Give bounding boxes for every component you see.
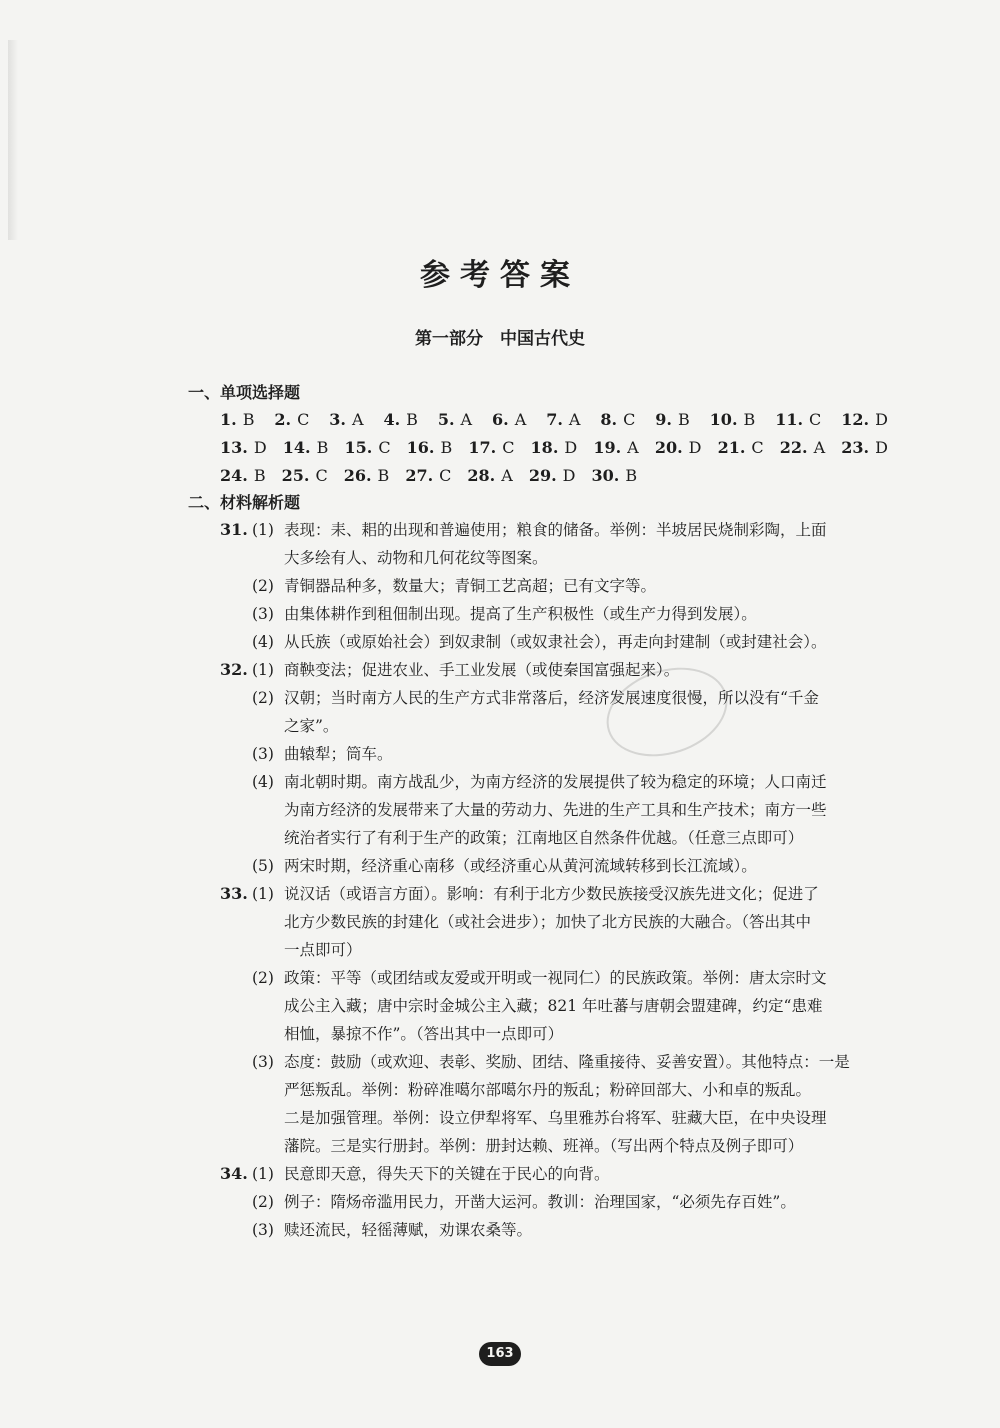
answer-row [220, 462, 888, 490]
answer-item [438, 406, 472, 434]
answer-item [344, 462, 390, 490]
answer-letter: C [751, 438, 764, 457]
answer-item [220, 462, 266, 490]
question-number: 20. [654, 438, 683, 457]
answer-line: 二是加强管理。举例：设立伊犁将军、乌里雅苏台将军、驻藏大臣，在中央设理 [284, 1109, 827, 1127]
sub-answer [252, 1216, 888, 1244]
question-number: 28. [467, 466, 496, 485]
question-block [220, 656, 888, 880]
question-number: 31. [220, 520, 248, 539]
question-number: 30. [591, 466, 620, 485]
answer-item [274, 406, 309, 434]
answer-letter: C [315, 466, 328, 485]
answer-item [775, 406, 821, 434]
answer-item [283, 434, 329, 462]
question-number: 27. [405, 466, 434, 485]
section-heading-multiple-choice: 一、单项选择题 [188, 383, 301, 402]
sub-answer [252, 656, 888, 684]
answer-item [841, 406, 888, 434]
answer-line: 北方少数民族的封建化（或社会进步）；加快了北方民族的大融合。（答出其中 [284, 913, 812, 931]
answer-item [593, 434, 638, 462]
answer-row [220, 434, 888, 462]
answer-item [329, 406, 363, 434]
question-number: 9. [655, 410, 672, 429]
question-number: 6. [492, 410, 509, 429]
answer-letter: B [253, 466, 266, 485]
answer-line: 成公主入藏；唐中宗时金城公主入藏；821 年吐蕃与唐朝会盟建碑，约定“患难 [284, 997, 823, 1015]
answer-item [710, 406, 756, 434]
question-number: 29. [528, 466, 557, 485]
answer-item [546, 406, 580, 434]
question-number: 32. [220, 660, 248, 679]
answer-letter: B [406, 410, 418, 429]
answer-letter: B [377, 466, 390, 485]
answer-line: 说汉话（或语言方面）。影响：有利于北方少数民族接受汉族先进文化；促进了 [284, 885, 819, 903]
question-number: 3. [329, 410, 346, 429]
answer-letter: A [514, 410, 527, 429]
sub-answer [252, 516, 888, 572]
question-number: 12. [841, 410, 870, 429]
answer-line: 藩院。三是实行册封。举例：册封达赖、班禅。（写出两个特点及例子即可） [284, 1137, 804, 1155]
answer-item [600, 406, 635, 434]
question-number: 15. [344, 438, 373, 457]
sub-answer [252, 880, 888, 964]
answer-line: 曲辕犁；筒车。 [284, 745, 393, 763]
answer-letter: A [813, 438, 826, 457]
answer-line: 赎还流民，轻徭薄赋，劝课农桑等。 [284, 1221, 533, 1239]
sub-label: (1) [252, 521, 274, 539]
multiple-choice-answers [188, 406, 888, 490]
answer-letter: D [875, 438, 888, 457]
answer-line: 一点即可） [284, 941, 362, 959]
answer-content [188, 380, 888, 1244]
answer-letter: B [677, 410, 690, 429]
sub-label: (2) [252, 969, 274, 987]
sub-answer [252, 572, 888, 600]
answer-item [468, 434, 514, 462]
answer-item [220, 434, 267, 462]
answer-item [780, 434, 825, 462]
answer-line: 态度：鼓励（或欢迎、表彰、奖励、团结、隆重接待、妥善安置）。其他特点：一是 [284, 1053, 850, 1071]
answer-letter: A [568, 410, 581, 429]
question-number: 16. [406, 438, 435, 457]
sub-label: (4) [252, 633, 274, 651]
question-number: 1. [220, 410, 237, 429]
answer-letter: B [316, 438, 329, 457]
question-number: 2. [274, 410, 292, 429]
sub-answer [252, 768, 888, 852]
answer-letter: B [242, 410, 255, 429]
answer-item [407, 434, 453, 462]
answer-line: 政策：平等（或团结或友爱或开明或一视同仁）的民族政策。举例：唐太宗时文 [284, 969, 827, 987]
answer-letter: C [439, 466, 452, 485]
question-block [220, 1160, 888, 1244]
page-number: 163 [479, 1342, 521, 1366]
answer-item [405, 462, 451, 490]
sub-answer [252, 1048, 888, 1160]
answer-item [531, 434, 578, 462]
answer-line: 汉朝；当时南方人民的生产方式非常落后，经济发展速度很慢，所以没有“千金 [284, 689, 819, 707]
question-number: 11. [775, 410, 804, 429]
question-number: 10. [709, 410, 738, 429]
answer-item [467, 462, 512, 490]
sub-answer [252, 852, 888, 880]
question-number: 33. [220, 884, 248, 903]
sub-label: (3) [252, 1053, 274, 1071]
answer-line: 青铜器品种多，数量大；青铜工艺高超；已有文字等。 [284, 577, 657, 595]
question-number: 34. [220, 1164, 248, 1183]
sub-label: (3) [252, 1221, 274, 1239]
question-number: 8. [600, 410, 618, 429]
answer-letter: A [501, 466, 513, 485]
answer-letter: C [297, 410, 310, 429]
answer-line: 大多绘有人、动物和几何花纹等图案。 [284, 549, 548, 567]
sub-label: (4) [252, 773, 274, 791]
answer-line: 民意即天意，得失天下的关键在于民心的向背。 [284, 1165, 610, 1183]
answer-item [383, 406, 417, 434]
answer-item [591, 462, 637, 490]
question-number: 13. [220, 438, 248, 457]
answer-line: 严惩叛乱。举例：粉碎准噶尔部噶尔丹的叛乱；粉碎回部大、小和卓的叛乱。 [284, 1081, 812, 1099]
answer-item [841, 434, 888, 462]
sub-label: (3) [252, 605, 274, 623]
sub-label: (1) [252, 661, 274, 679]
answer-line: 之家”。 [284, 717, 339, 735]
scan-edge-shadow [8, 40, 18, 240]
answer-line: 表现：耒、耜的出现和普遍使用；粮食的储备。举例：半坡居民烧制彩陶，上面 [284, 521, 827, 539]
question-number: 17. [468, 438, 497, 457]
sub-label: (2) [252, 577, 274, 595]
answer-letter: D [875, 410, 888, 429]
question-number: 21. [717, 438, 746, 457]
answer-letter: D [564, 438, 578, 457]
answer-letter: C [502, 438, 515, 457]
answer-letter: D [253, 438, 267, 457]
answer-letter: B [743, 410, 756, 429]
sub-label: (1) [252, 1165, 274, 1183]
answer-item [655, 406, 689, 434]
answer-letter: A [460, 410, 473, 429]
answer-letter: A [627, 438, 639, 457]
sub-label: (3) [252, 745, 274, 763]
sub-label: (2) [252, 1193, 274, 1211]
sub-answer [252, 964, 888, 1048]
question-block [220, 880, 888, 1160]
question-number: 26. [343, 466, 372, 485]
question-number: 19. [593, 438, 622, 457]
sub-label: (5) [252, 857, 274, 875]
question-number: 14. [282, 438, 311, 457]
question-number: 23. [841, 438, 870, 457]
section-heading-material-analysis: 二、材料解析题 [188, 493, 301, 512]
question-number: 24. [220, 466, 248, 485]
answer-letter: B [440, 438, 453, 457]
answer-line: 例子：隋炀帝滥用民力，开凿大运河。教训：治理国家，“必须先存百姓”。 [284, 1193, 796, 1211]
answer-line: 两宋时期，经济重心南移（或经济重心从黄河流域转移到长江流域）。 [284, 857, 757, 875]
sub-answer [252, 1188, 888, 1216]
answer-letter: C [623, 410, 636, 429]
answer-line: 由集体耕作到租佃制出现。提高了生产积极性（或生产力得到发展）。 [284, 605, 757, 623]
answer-item [220, 406, 254, 434]
answer-letter: B [625, 466, 638, 485]
sub-label: (1) [252, 885, 274, 903]
answer-item [344, 434, 390, 462]
answer-row [220, 406, 888, 434]
answer-letter: A [351, 410, 364, 429]
answer-letter: D [688, 438, 702, 457]
question-number: 22. [779, 438, 808, 457]
page-title: 参考答案 [420, 258, 580, 293]
sub-answer [252, 628, 888, 656]
question-number: 18. [530, 438, 559, 457]
sub-answer [252, 1160, 888, 1188]
answer-letter: D [562, 466, 576, 485]
question-number: 7. [546, 410, 563, 429]
answer-letter: C [809, 410, 822, 429]
part-subtitle: 第一部分 中国古代史 [415, 329, 585, 349]
question-number: 4. [383, 410, 401, 429]
answer-line: 相恤，暴掠不作”。（答出其中一点即可） [284, 1025, 564, 1043]
question-block [220, 516, 888, 656]
material-analysis-answers [188, 516, 888, 1244]
question-number: 25. [281, 466, 310, 485]
answer-letter: C [378, 438, 391, 457]
answer-line: 统治者实行了有利于生产的政策；江南地区自然条件优越。（任意三点即可） [284, 829, 804, 847]
answer-line: 从氏族（或原始社会）到奴隶制（或奴隶社会），再走向封建制（或封建社会）。 [284, 633, 827, 651]
question-number: 5. [437, 410, 455, 429]
sub-label: (2) [252, 689, 274, 707]
answer-item [282, 462, 328, 490]
answer-item [718, 434, 764, 462]
sub-answer [252, 600, 888, 628]
answer-line: 为南方经济的发展带来了大量的劳动力、先进的生产工具和生产技术；南方一些 [284, 801, 827, 819]
answer-item [492, 406, 526, 434]
answer-item [655, 434, 702, 462]
sub-answer [252, 684, 888, 740]
answer-item [529, 462, 576, 490]
answer-line: 商鞅变法；促进农业、手工业发展（或使秦国富强起来）。 [284, 661, 680, 679]
answer-line: 南北朝时期。南方战乱少，为南方经济的发展提供了较为稳定的环境；人口南迁 [284, 773, 827, 791]
sub-answer [252, 740, 888, 768]
